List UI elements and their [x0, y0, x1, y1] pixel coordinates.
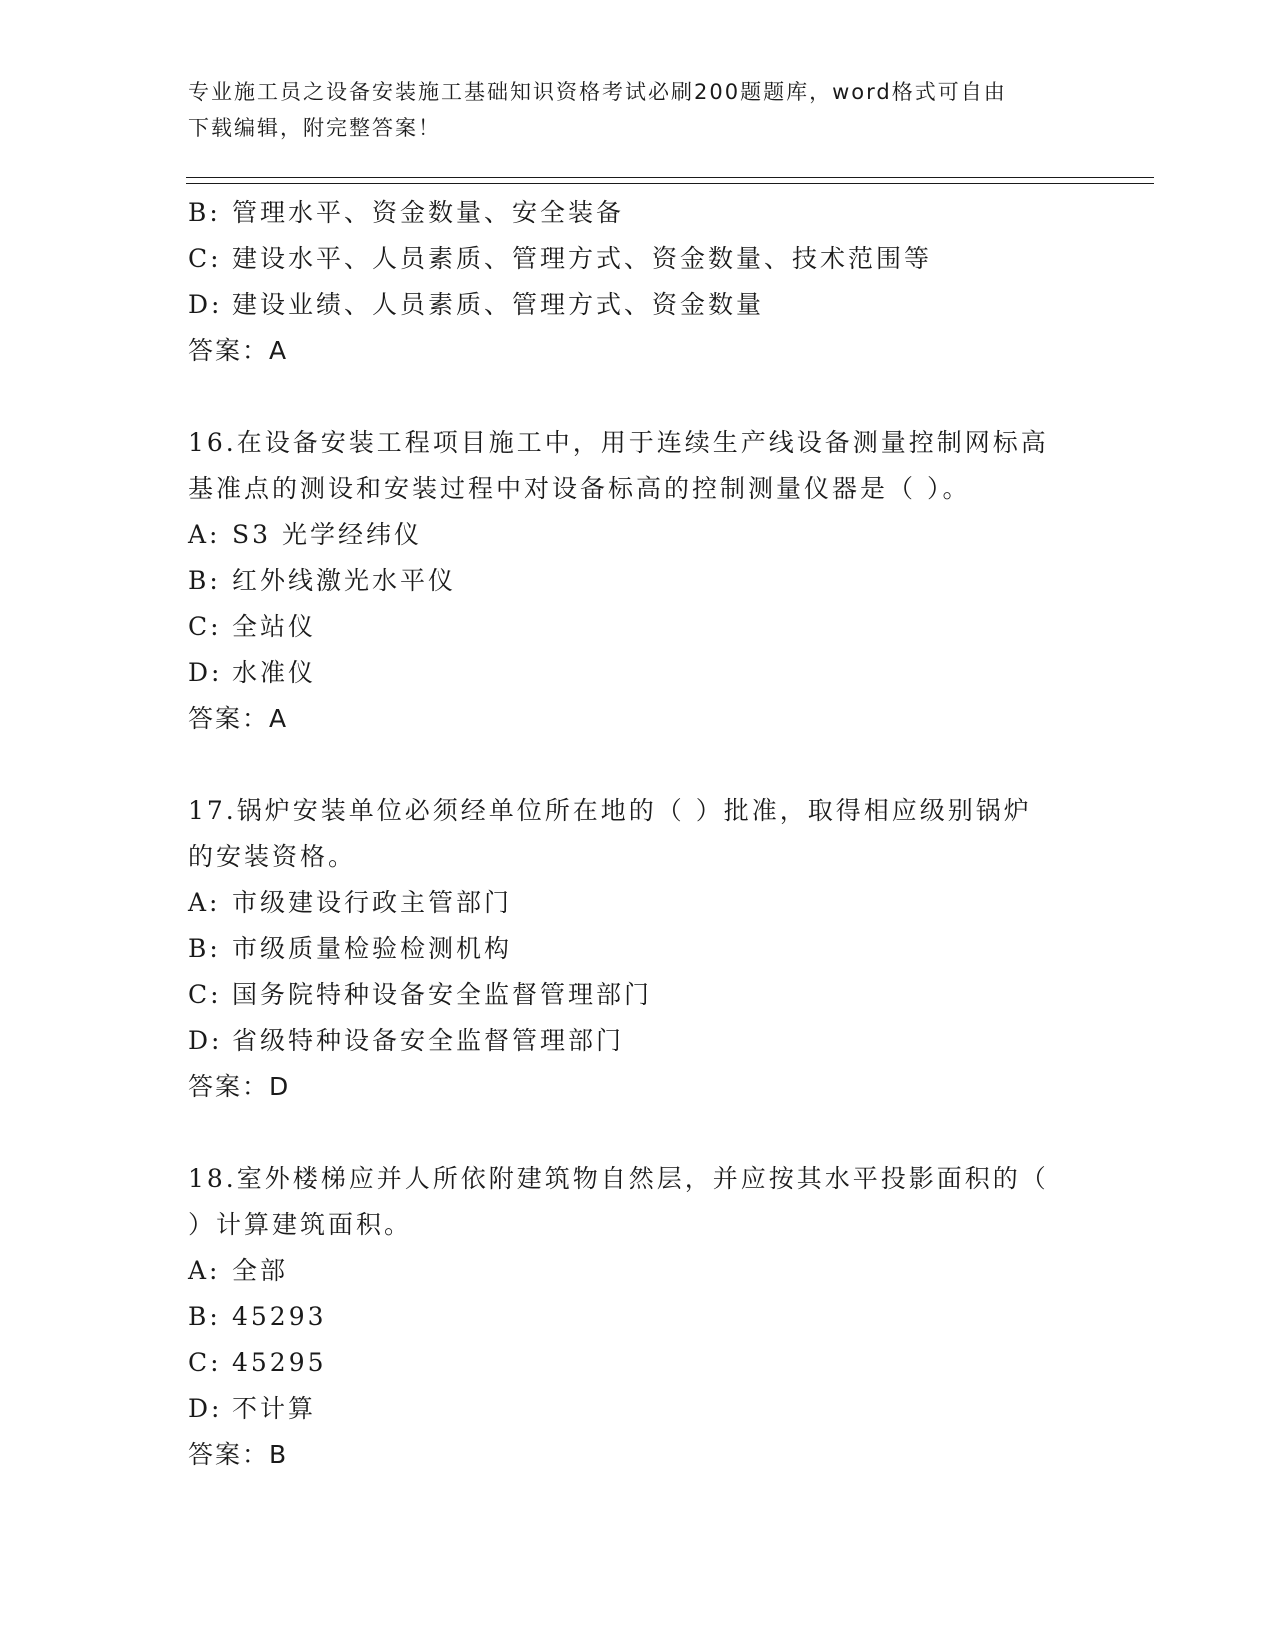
question-17	[188, 788, 1088, 1110]
option-text: 建设业绩、人员素质、管理方式、资金数量	[232, 290, 765, 319]
option-key: B:	[188, 1302, 221, 1331]
option-text: 全站仪	[232, 612, 317, 641]
header-line-1: 专业施工员之设备安装施工基础知识资格考试必刷200题题库，word格式可自由	[188, 80, 1007, 104]
option-key: C:	[188, 612, 222, 641]
option-text: 45295	[232, 1348, 327, 1377]
option-text: 红外线激光水平仪	[232, 566, 457, 595]
option-text: 建设水平、人员素质、管理方式、资金数量、技术范围等	[232, 244, 933, 273]
option-key: A:	[188, 520, 221, 549]
option-key: D:	[188, 1026, 223, 1055]
question-16	[188, 420, 1088, 742]
option-d	[188, 1018, 1088, 1064]
spacer	[188, 374, 1088, 420]
option-key: C:	[188, 980, 222, 1009]
option-key: D:	[188, 658, 223, 687]
option-text: 国务院特种设备安全监督管理部门	[232, 980, 653, 1009]
option-d	[188, 650, 1088, 696]
header-line-2: 下载编辑，附完整答案！	[188, 116, 441, 140]
header-divider-bottom	[186, 183, 1154, 184]
option-c	[188, 604, 1088, 650]
option-key: D:	[188, 290, 223, 319]
question-stem-line: 基准点的测设和安装过程中对设备标高的控制测量仪器是（ ）。	[188, 474, 971, 503]
header-divider-top	[186, 177, 1154, 178]
question-stem-line: 17.锅炉安装单位必须经单位所在地的（ ）批准，取得相应级别锅炉	[188, 796, 1032, 825]
answer: 答案：A	[188, 704, 289, 733]
option-text: 省级特种设备安全监督管理部门	[232, 1026, 625, 1055]
option-text: 全部	[232, 1256, 289, 1285]
option-text: 管理水平、资金数量、安全装备	[232, 198, 625, 227]
answer: 答案：D	[188, 1072, 291, 1101]
question-stem-line: ）计算建筑面积。	[188, 1210, 413, 1239]
answer: 答案：A	[188, 336, 289, 365]
document-header	[188, 74, 1068, 146]
option-b	[188, 558, 1088, 604]
option-key: C:	[188, 1348, 222, 1377]
option-text: 不计算	[232, 1394, 317, 1423]
question-stem-line: 的安装资格。	[188, 842, 357, 871]
option-a	[188, 880, 1088, 926]
option-a	[188, 512, 1088, 558]
option-key: B:	[188, 198, 221, 227]
option-a	[188, 1248, 1088, 1294]
option-key: C:	[188, 244, 222, 273]
option-text: 水准仪	[232, 658, 317, 687]
option-text: 市级建设行政主管部门	[232, 888, 513, 917]
option-key: B:	[188, 934, 221, 963]
option-b	[188, 190, 1088, 236]
question-stem-line: 18.室外楼梯应并人所依附建筑物自然层，并应按其水平投影面积的（	[188, 1164, 1049, 1193]
option-key: D:	[188, 1394, 223, 1423]
question-stem-line: 16.在设备安装工程项目施工中，用于连续生产线设备测量控制网标高	[188, 428, 1049, 457]
answer: 答案：B	[188, 1440, 289, 1469]
option-d	[188, 1386, 1088, 1432]
question-18	[188, 1156, 1088, 1478]
spacer	[188, 742, 1088, 788]
option-b	[188, 926, 1088, 972]
option-d	[188, 282, 1088, 328]
option-c	[188, 972, 1088, 1018]
option-text: 市级质量检验检测机构	[232, 934, 513, 963]
option-c	[188, 236, 1088, 282]
option-key: A:	[188, 888, 221, 917]
option-b	[188, 1294, 1088, 1340]
option-text: 45293	[232, 1302, 327, 1331]
option-key: B:	[188, 566, 221, 595]
option-c	[188, 1340, 1088, 1386]
question-list	[188, 190, 1088, 1478]
option-text: S3 光学经纬仪	[232, 520, 422, 549]
option-key: A:	[188, 1256, 221, 1285]
spacer	[188, 1110, 1088, 1156]
question-15-continuation	[188, 190, 1088, 374]
